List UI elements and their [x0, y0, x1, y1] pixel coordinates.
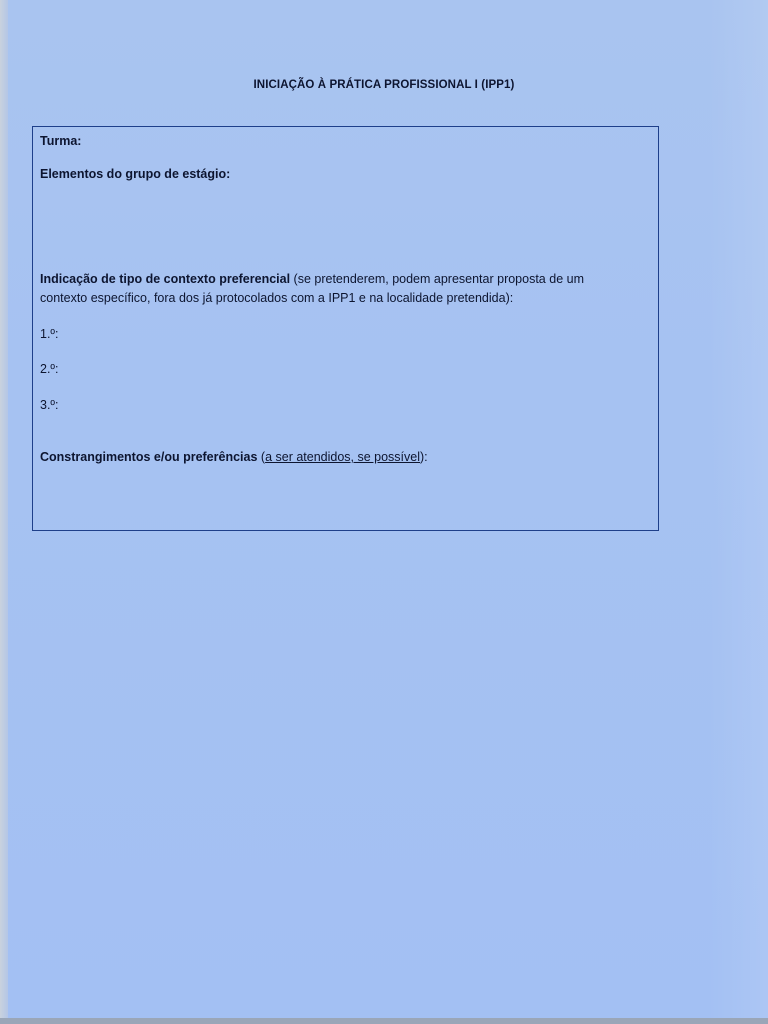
option-2-label: 2.º: [40, 362, 59, 376]
context-preference-line-1 [40, 270, 656, 289]
constraints-label [40, 448, 428, 467]
context-preference-note: (se pretenderem, podem apresentar proposta de um [290, 272, 584, 286]
page-edge-shadow [0, 0, 8, 1024]
option-3-label: 3.º: [40, 398, 59, 412]
option-1-label: 1.º: [40, 327, 59, 341]
document-title: INICIAÇÃO À PRÁTICA PROFISSIONAL I (IPP1) [253, 79, 515, 91]
constraints-paren-close: ): [420, 450, 428, 464]
page-light-gradient [708, 0, 768, 1024]
constraints-paren-open: ( [257, 450, 266, 464]
context-preference-label [40, 270, 656, 308]
context-preference-line-2: contexto específico, fora dos já protocolados com a IPP1 e na localidade pretendida): [40, 291, 514, 305]
constraints-underlined: a ser atendidos, se possível [265, 450, 421, 464]
page-bottom-edge [0, 1018, 768, 1024]
group-members-label: Elementos do grupo de estágio: [40, 167, 231, 181]
form-box [32, 126, 659, 531]
context-preference-bold: Indicação de tipo de contexto preferencial [40, 272, 291, 286]
constraints-bold: Constrangimentos e/ou preferências [40, 450, 258, 464]
turma-label: Turma: [40, 134, 82, 148]
